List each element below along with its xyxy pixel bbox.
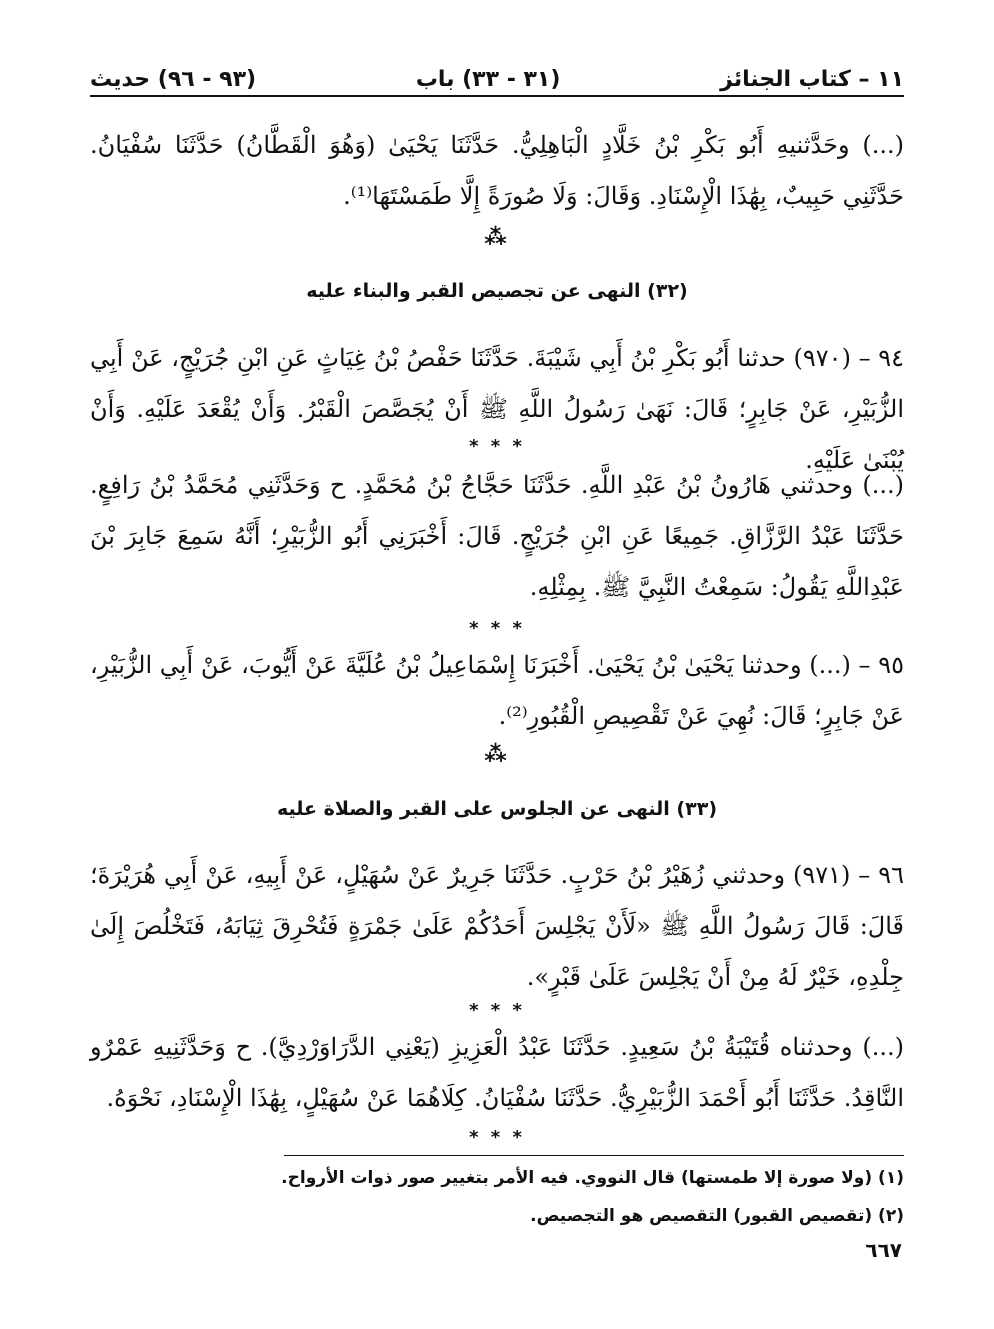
star-separator: ⁂ xyxy=(484,742,510,767)
star-separator: * * * xyxy=(469,436,525,457)
footnote: (٢) (تقصيص القبور) التقصيص هو التجصيص. xyxy=(530,1206,904,1226)
hadith-paragraph: (...) وحدثناه قُتَيْبَةُ بْنُ سَعِيدٍ. حَدَّثَنَا عَبْدُ الْعَزِيزِ (يَعْنِي الدَّرَاوَرْدِيَّ). ح وَحَدَّثَنِيهِ عَمْرٌو النَّاقِدُ. حَدَّثَنَا أَبُو أَحْمَدَ الزُّبَيْرِيُّ. حَدَّثَنَا سُفْيَانُ. كِلَاهُمَا عَنْ سُهَيْلٍ، بِهَٰذَا الْإِسْنَادِ، نَحْوَهُ. xyxy=(90,1033,904,1112)
page-number: ٦٦٧ xyxy=(865,1238,902,1262)
hadith-paragraph: ٩٤ – (٩٧٠) حدثنا أَبُو بَكْرِ بْنُ أَبِي شَيْبَةَ. حَدَّثَنَا حَفْصُ بْنُ غِيَاثٍ عَنِ ابْنِ جُرَيْجٍ، عَنْ أَبِي الزُّبَيْرِ، عَنْ جَابِرٍ؛ قَالَ: نَهَىٰ رَسُولُ اللَّهِ ﷺ أَنْ يُجَصَّصَ الْقَبْرُ. وَأَنْ يُقْعَدَ عَلَيْهِ. وَأَنْ يُبْنَىٰ عَلَيْهِ. xyxy=(90,344,904,474)
hadith-paragraph: (...) وحَدَّثنيهِ أَبُو بَكْرِ بْنُ خَلَّادٍ الْبَاهِلِيُّ. حَدَّثَنَا يَحْيَىٰ (وَهُوَ الْقَطَّانُ) حَدَّثَنَا سُفْيَانُ. حَدَّثَنِي حَبِيبٌ، بِهَٰذَا الْإِسْنَادِ. وَقَالَ: وَلَا صُورَةً إِلَّا طَمَسْتَهَا⁽¹⁾. xyxy=(90,131,904,210)
hadith-paragraph: ٩٦ – (٩٧١) وحدثني زُهَيْرُ بْنُ حَرْبٍ. حَدَّثَنَا جَرِيرٌ عَنْ سُهَيْلٍ، عَنْ أَبِيهِ، عَنْ أَبِي هُرَيْرَةَ؛ قَالَ: قَالَ رَسُولُ اللَّهِ ﷺ «لَأَنْ يَجْلِسَ أَحَدُكُمْ عَلَىٰ جَمْرَةٍ فَتُحْرِقَ ثِيَابَهُ، فَتَخْلُصَ إِلَىٰ جِلْدِهِ، خَيْرٌ لَهُ مِنْ أَنْ يَجْلِسَ عَلَىٰ قَبْرٍ». xyxy=(90,861,905,991)
chapter-heading: (٣٢) النهى عن تجصيص القبر والبناء عليه xyxy=(306,280,688,302)
header-book-title: ١١ – كتاب الجنائز xyxy=(720,67,904,92)
star-separator: * * * xyxy=(469,1000,525,1021)
star-separator: * * * xyxy=(469,618,525,639)
header-hadith-range: (٩٣ - ٩٦) حديث xyxy=(90,67,257,92)
running-header xyxy=(90,52,904,92)
header-chapter-range: (٣١ - ٣٣) باب xyxy=(415,67,561,92)
star-separator: ⁂ xyxy=(484,225,510,250)
header-rule xyxy=(90,95,904,97)
hadith-paragraph: ٩٥ – (...) وحدثنا يَحْيَىٰ بْنُ يَحْيَىٰ. أَخْبَرَنَا إِسْمَاعِيلُ بْنُ عُلَيَّةَ عَنْ أَيُّوبَ، عَنْ أَبِي الزُّبَيْرِ، عَنْ جَابِرٍ؛ قَالَ: نُهِيَ عَنْ تَقْصِيصِ الْقُبُورِ⁽²⁾. xyxy=(90,651,904,730)
footnote-rule xyxy=(284,1155,904,1156)
hadith-paragraph: (...) وحدثني هَارُونُ بْنُ عَبْدِ اللَّهِ. حَدَّثَنَا حَجَّاجُ بْنُ مُحَمَّدٍ. ح وَحَدَّثَنِي مُحَمَّدُ بْنُ رَافِعٍ. حَدَّثَنَا عَبْدُ الرَّزَّاقِ. جَمِيعًا عَنِ ابْنِ جُرَيْجٍ. قَالَ: أَخْبَرَنِي أَبُو الزُّبَيْرِ؛ أَنَّهُ سَمِعَ جَابِرَ بْنَ عَبْدِاللَّهِ يَقُولُ: سَمِعْتُ النَّبِيَّ ﷺ. بِمِثْلِهِ. xyxy=(90,471,904,601)
chapter-heading: (٣٣) النهى عن الجلوس على القبر والصلاة عليه xyxy=(276,798,718,820)
footnote: (١) (ولا صورة إلا طمستها) قال النووي. فيه الأمر بتغيير صور ذوات الأرواح. xyxy=(281,1168,904,1188)
star-separator: * * * xyxy=(469,1127,525,1148)
